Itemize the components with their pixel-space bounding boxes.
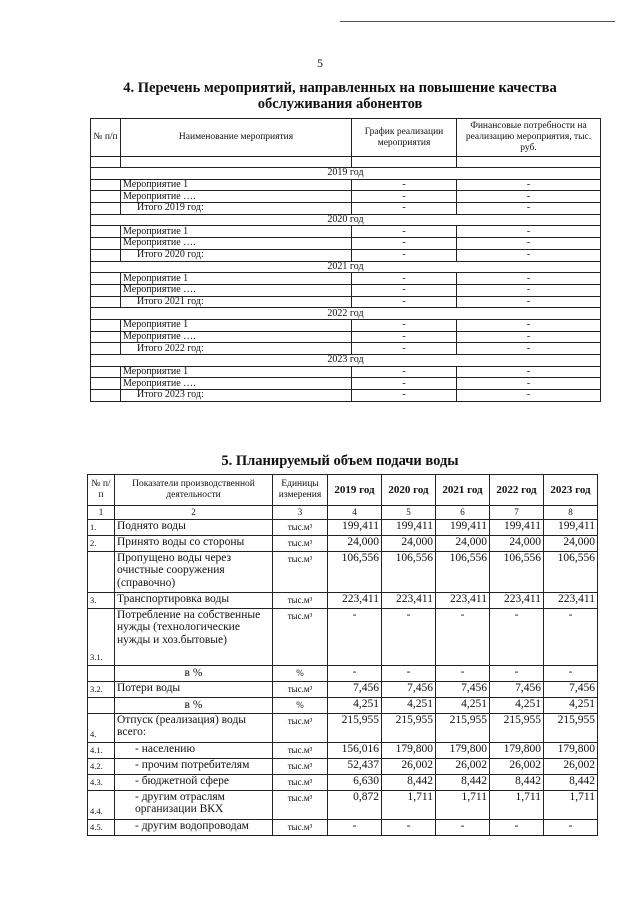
year-value: 6,630 (328, 774, 382, 790)
column-index: 8 (544, 506, 598, 520)
indicator-name: Потребление на собственные нужды (технологические нужды и хоз.бытовые) (115, 608, 273, 665)
year-value: 106,556 (382, 551, 436, 592)
activity-schedule: - (352, 238, 457, 250)
activity-row (91, 191, 601, 203)
year-row (91, 168, 601, 180)
activity-schedule: - (352, 249, 457, 261)
year-value: 199,411 (436, 519, 490, 535)
row-num: 3.1. (88, 608, 115, 665)
activity-finance: - (457, 273, 601, 285)
header-year: 2023 год (544, 475, 598, 506)
activity-schedule: - (352, 284, 457, 296)
year-value: 215,955 (490, 713, 544, 742)
year-value: - (436, 819, 490, 835)
indicator-name: - бюджетной сфере (115, 774, 273, 790)
year-value: 4,251 (544, 697, 598, 713)
year-value: 1,711 (490, 790, 544, 819)
year-value: 4,251 (382, 697, 436, 713)
activity-num (91, 284, 121, 296)
indicator-name: Пропущено воды через очистные сооружения (справочно) (115, 551, 273, 592)
header-schedule: График реализации мероприятия (352, 119, 457, 157)
activity-name: Мероприятие …. (121, 331, 352, 343)
activity-finance: - (457, 296, 601, 308)
header-num: № п/п (91, 119, 121, 157)
water-row (88, 535, 598, 551)
activity-finance: - (457, 179, 601, 191)
row-num: 4.5. (88, 819, 115, 835)
activity-finance: - (457, 390, 601, 402)
year-value: - (436, 608, 490, 665)
year-value: 199,411 (382, 519, 436, 535)
activity-num (91, 343, 121, 355)
column-index: 2 (115, 506, 273, 520)
year-value: 26,002 (382, 758, 436, 774)
activity-schedule: - (352, 273, 457, 285)
activity-finance: - (457, 378, 601, 390)
activity-total-row (91, 296, 601, 308)
activity-schedule: - (352, 203, 457, 215)
row-num: 4.1. (88, 742, 115, 758)
year-value: 7,456 (490, 681, 544, 697)
year-value: 215,955 (328, 713, 382, 742)
activity-row (91, 226, 601, 238)
year-value: 215,955 (544, 713, 598, 742)
activity-num (91, 319, 121, 331)
top-rule (340, 21, 615, 22)
row-num: 4.4. (88, 790, 115, 819)
activity-row (91, 238, 601, 250)
activity-schedule: - (352, 343, 457, 355)
indicator-name: Поднято воды (115, 519, 273, 535)
activity-finance: - (457, 284, 601, 296)
year-value: - (544, 608, 598, 665)
water-row (88, 790, 598, 819)
year-row (91, 214, 601, 226)
year-value: - (490, 819, 544, 835)
activity-finance: - (457, 203, 601, 215)
activity-row (91, 319, 601, 331)
activity-schedule: - (352, 390, 457, 402)
year-value: 1,711 (436, 790, 490, 819)
year-value: 223,411 (490, 592, 544, 608)
header-finance: Финансовые потребности на реализацию мероприятия, тыс. руб. (457, 119, 601, 157)
activity-num (91, 179, 121, 191)
unit: тыс.м³ (273, 519, 328, 535)
water-row (88, 697, 598, 713)
activity-finance: - (457, 238, 601, 250)
activity-schedule: - (352, 331, 457, 343)
activity-finance: - (457, 249, 601, 261)
water-row (88, 551, 598, 592)
year-value: 106,556 (328, 551, 382, 592)
column-index-row (88, 506, 598, 520)
unit: тыс.м³ (273, 592, 328, 608)
header-num: № п/п (88, 475, 115, 506)
indicator-name: Потери воды (115, 681, 273, 697)
water-row (88, 665, 598, 681)
activity-num (91, 238, 121, 250)
activity-num (91, 191, 121, 203)
year-value: - (490, 665, 544, 681)
year-value: 179,800 (544, 742, 598, 758)
activity-name: Мероприятие …. (121, 284, 352, 296)
year-value: 26,002 (436, 758, 490, 774)
year-label: 2023 год (91, 355, 601, 367)
activity-schedule: - (352, 319, 457, 331)
activity-num (91, 296, 121, 308)
year-label: 2019 год (91, 168, 601, 180)
column-index: 7 (490, 506, 544, 520)
indicator-name: Отпуск (реализация) воды всего: (115, 713, 273, 742)
activity-name: Мероприятие 1 (121, 366, 352, 378)
unit: тыс.м³ (273, 742, 328, 758)
year-label: 2021 год (91, 261, 601, 273)
activity-total-row (91, 343, 601, 355)
activity-row (91, 273, 601, 285)
activity-num (91, 331, 121, 343)
water-row (88, 758, 598, 774)
year-label: 2020 год (91, 214, 601, 226)
year-row (91, 261, 601, 273)
year-value: 199,411 (490, 519, 544, 535)
unit: тыс.м³ (273, 819, 328, 835)
year-value: 223,411 (382, 592, 436, 608)
unit: тыс.м³ (273, 790, 328, 819)
activity-num (91, 203, 121, 215)
year-value: - (544, 665, 598, 681)
year-value: 8,442 (490, 774, 544, 790)
activity-total-row (91, 249, 601, 261)
activity-name: Итого 2023 год: (121, 390, 352, 402)
activity-num (91, 249, 121, 261)
water-row (88, 608, 598, 665)
row-num (88, 697, 115, 713)
year-value: 24,000 (490, 535, 544, 551)
year-value: 24,000 (382, 535, 436, 551)
row-num (88, 551, 115, 592)
year-value: 199,411 (328, 519, 382, 535)
activity-num (91, 366, 121, 378)
year-value: 179,800 (382, 742, 436, 758)
year-value: 215,955 (382, 713, 436, 742)
activities-table (90, 118, 601, 402)
water-row (88, 713, 598, 742)
water-row (88, 819, 598, 835)
water-row (88, 519, 598, 535)
year-value: 8,442 (544, 774, 598, 790)
activity-schedule: - (352, 226, 457, 238)
header-year: 2022 год (490, 475, 544, 506)
column-index: 3 (273, 506, 328, 520)
water-row (88, 592, 598, 608)
activity-num (91, 390, 121, 402)
activity-name: Мероприятие …. (121, 378, 352, 390)
activity-schedule: - (352, 378, 457, 390)
header-unit: Единицы измерения (273, 475, 328, 506)
indicator-name: - прочим потребителям (115, 758, 273, 774)
year-value: 156,016 (328, 742, 382, 758)
header-indicator: Показатели производственной деятельности (115, 475, 273, 506)
activity-row (91, 284, 601, 296)
year-value: - (382, 819, 436, 835)
section5-title: 5. Планируемый объем подачи воды (221, 453, 459, 469)
activity-name: Итого 2021 год: (121, 296, 352, 308)
header-year: 2021 год (436, 475, 490, 506)
column-index: 5 (382, 506, 436, 520)
year-value: 8,442 (436, 774, 490, 790)
year-value: - (382, 608, 436, 665)
activity-name: Мероприятие 1 (121, 273, 352, 285)
year-value: 24,000 (328, 535, 382, 551)
year-value: 223,411 (544, 592, 598, 608)
column-index: 4 (328, 506, 382, 520)
year-row (91, 355, 601, 367)
year-value: 199,411 (544, 519, 598, 535)
year-value: 7,456 (328, 681, 382, 697)
year-value: 179,800 (436, 742, 490, 758)
activity-finance: - (457, 226, 601, 238)
activity-schedule: - (352, 179, 457, 191)
activity-finance: - (457, 343, 601, 355)
unit: тыс.м³ (273, 551, 328, 592)
activity-total-row (91, 390, 601, 402)
year-value: 7,456 (544, 681, 598, 697)
activity-row (91, 378, 601, 390)
year-value: 215,955 (436, 713, 490, 742)
activities-blank-row (91, 157, 601, 168)
year-value: - (328, 665, 382, 681)
water-header-row (88, 475, 598, 506)
activity-finance: - (457, 331, 601, 343)
unit: тыс.м³ (273, 681, 328, 697)
section4-title: 4. Перечень мероприятий, направленных на повышение качества обслуживания абонентов (123, 80, 557, 112)
unit: тыс.м³ (273, 774, 328, 790)
year-value: 223,411 (328, 592, 382, 608)
year-value: - (436, 665, 490, 681)
water-row (88, 774, 598, 790)
year-value: 52,437 (328, 758, 382, 774)
year-label: 2022 год (91, 308, 601, 320)
year-value: 1,711 (382, 790, 436, 819)
year-value: 106,556 (544, 551, 598, 592)
header-year: 2019 год (328, 475, 382, 506)
activity-name: Мероприятие …. (121, 191, 352, 203)
unit: тыс.м³ (273, 758, 328, 774)
year-value: 179,800 (490, 742, 544, 758)
year-value: 4,251 (436, 697, 490, 713)
activity-finance: - (457, 366, 601, 378)
activity-name: Мероприятие …. (121, 238, 352, 250)
indicator-name: - другим водопроводам (115, 819, 273, 835)
water-supply-table (87, 474, 598, 836)
activity-num (91, 378, 121, 390)
year-value: - (490, 608, 544, 665)
row-num: 4.3. (88, 774, 115, 790)
year-value: 26,002 (490, 758, 544, 774)
header-activity-name: Наименование мероприятия (121, 119, 352, 157)
row-num (88, 665, 115, 681)
unit: % (273, 697, 328, 713)
year-value: 4,251 (490, 697, 544, 713)
unit: тыс.м³ (273, 713, 328, 742)
activity-finance: - (457, 191, 601, 203)
activities-header-row (91, 119, 601, 157)
year-value: - (328, 819, 382, 835)
indicator-name: Принято воды со стороны (115, 535, 273, 551)
year-value: 24,000 (436, 535, 490, 551)
year-value: 8,442 (382, 774, 436, 790)
row-num: 3. (88, 592, 115, 608)
activity-name: Итого 2019 год: (121, 203, 352, 215)
activity-name: Мероприятие 1 (121, 226, 352, 238)
year-value: 7,456 (436, 681, 490, 697)
year-value: 0,872 (328, 790, 382, 819)
activity-row (91, 179, 601, 191)
year-value: 24,000 (544, 535, 598, 551)
indicator-name: Транспортировка воды (115, 592, 273, 608)
year-value: 7,456 (382, 681, 436, 697)
year-value: - (328, 608, 382, 665)
activity-total-row (91, 203, 601, 215)
unit: тыс.м³ (273, 608, 328, 665)
row-num: 4.2. (88, 758, 115, 774)
year-value: 4,251 (328, 697, 382, 713)
unit: тыс.м³ (273, 535, 328, 551)
year-value: - (544, 819, 598, 835)
year-value: 106,556 (490, 551, 544, 592)
activity-schedule: - (352, 366, 457, 378)
activity-schedule: - (352, 296, 457, 308)
activity-row (91, 366, 601, 378)
year-value: 1,711 (544, 790, 598, 819)
header-year: 2020 год (382, 475, 436, 506)
activity-name: Итого 2020 год: (121, 249, 352, 261)
row-num: 3.2. (88, 681, 115, 697)
column-index: 6 (436, 506, 490, 520)
row-num: 1. (88, 519, 115, 535)
water-row (88, 681, 598, 697)
activity-name: Мероприятие 1 (121, 179, 352, 191)
activity-finance: - (457, 319, 601, 331)
activity-num (91, 273, 121, 285)
activity-name: Итого 2022 год: (121, 343, 352, 355)
activity-schedule: - (352, 191, 457, 203)
year-value: 223,411 (436, 592, 490, 608)
indicator-name: - населению (115, 742, 273, 758)
page-number: 5 (317, 56, 323, 70)
unit: % (273, 665, 328, 681)
row-num: 2. (88, 535, 115, 551)
activity-row (91, 331, 601, 343)
indicator-name: в % (115, 697, 273, 713)
indicator-name: в % (115, 665, 273, 681)
year-row (91, 308, 601, 320)
activity-name: Мероприятие 1 (121, 319, 352, 331)
year-value: 26,002 (544, 758, 598, 774)
water-row (88, 742, 598, 758)
year-value: 106,556 (436, 551, 490, 592)
indicator-name: - другим отраслям организации ВКХ (115, 790, 273, 819)
activity-num (91, 226, 121, 238)
column-index: 1 (88, 506, 115, 520)
row-num: 4. (88, 713, 115, 742)
year-value: - (382, 665, 436, 681)
